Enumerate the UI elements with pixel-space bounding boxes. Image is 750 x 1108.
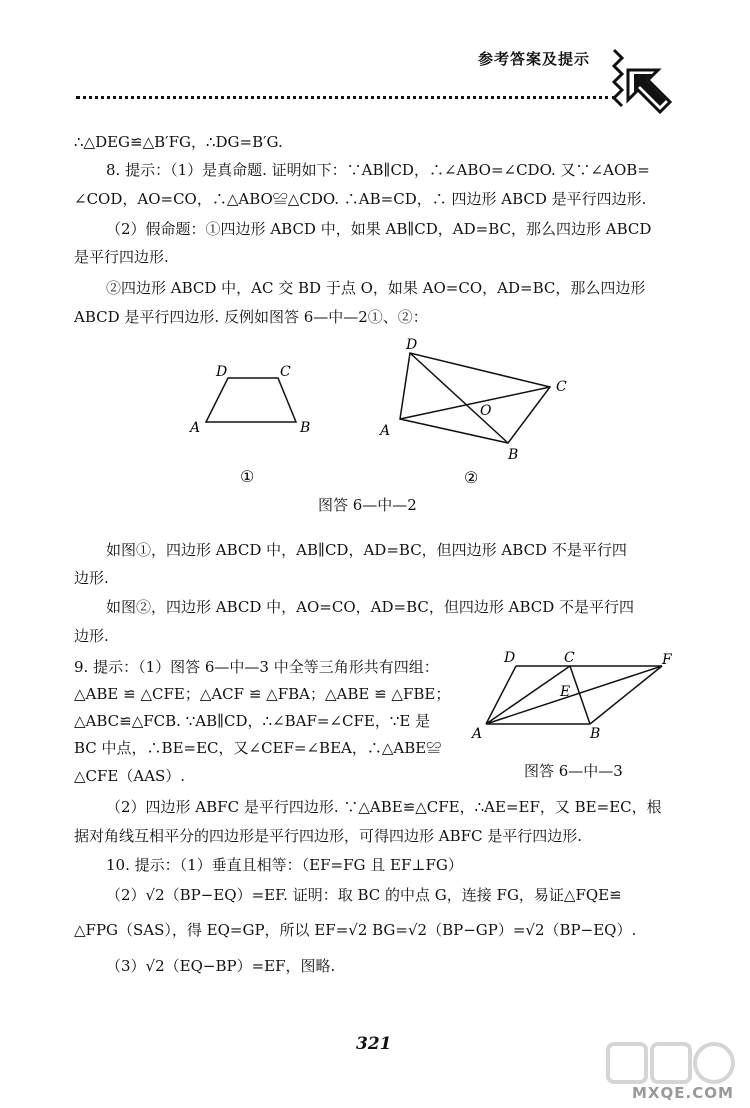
fig3-label-e: E — [560, 684, 571, 700]
fig1-label-d: D — [216, 364, 228, 380]
text-line: 8. 提示：（1）是真命题. 证明如下：∵AB∥CD，∴∠ABO=∠CDO. 又∵∠AOB= — [106, 161, 650, 179]
text-line: ABCD 是平行四边形. 反例如图答 6—中—2①、②： — [74, 308, 428, 326]
text-line: ②四边形 ABCD 中，AC 交 BD 于点 O，如果 AO=CO，AD=BC，那么四边形 — [106, 279, 646, 297]
figure-parallelogram — [466, 646, 686, 746]
fig3-label-c: C — [564, 650, 575, 666]
text-line: （2）四边形 ABFC 是平行四边形. ∵△ABE≌△CFE，∴AE=EF，又 BE=EC，根 — [106, 798, 662, 816]
fig2-marker: ② — [464, 468, 479, 487]
figure-trapezoid — [180, 350, 330, 500]
fig3-label-d: D — [504, 650, 516, 666]
fig2-label-c: C — [556, 379, 567, 395]
text-line: （2）√2（BP−EQ）=EF. 证明：取 BC 的中点 G，连接 FG，易证△FQE≌ — [106, 886, 622, 904]
text-line: 据对角线互相平分的四边形是平行四边形，可得四边形 ABFC 是平行四边形. — [74, 827, 583, 845]
fig2-label-b: B — [508, 447, 519, 463]
text-line: △FPG（SAS），得 EQ=GP，所以 EF=√2 BG=√2（BP−GP）=√2（BP−EQ）. — [74, 921, 637, 939]
header-dotted-rule — [76, 96, 616, 99]
running-header-title: 参考答案及提示 — [478, 50, 591, 68]
figure-quadrilateral-diagonals — [370, 335, 580, 495]
fig3-label-b: B — [590, 726, 601, 742]
fig2-label-o: O — [480, 403, 492, 419]
text-line: △ABE ≌ △CFE；△ACF ≌ △FBA；△ABE ≌ △FBE； — [74, 685, 451, 703]
fig2-label-a: A — [380, 423, 391, 439]
fig3-label-f: F — [662, 652, 672, 668]
fig1-label-a: A — [190, 420, 201, 436]
text-line: （3）√2（EQ−BP）=EF，图略. — [106, 957, 336, 975]
watermark-text: MXQE.COM — [632, 1084, 734, 1102]
text-line: 边形. — [74, 569, 109, 587]
text-line: ∴△DEG≌△B′FG，∴DG=B′G. — [74, 133, 283, 151]
text-line: △CFE（AAS）. — [74, 767, 186, 785]
page-number: 321 — [356, 1034, 392, 1054]
text-line: 是平行四边形. — [74, 248, 169, 266]
figure-caption: 图答 6—中—2 — [318, 496, 417, 514]
text-line: ∠COD，AO=CO，∴△ABO≌△CDO. ∴AB=CD，∴ 四边形 ABCD 是平行四边形. — [74, 190, 647, 208]
fig1-marker: ① — [240, 467, 255, 486]
figure-caption: 图答 6—中—3 — [524, 762, 623, 780]
text-line: 如图①，四边形 ABCD 中，AB∥CD，AD=BC，但四边形 ABCD 不是平行四 — [106, 541, 627, 559]
fig3-label-a: A — [472, 726, 483, 742]
text-line: 如图②，四边形 ABCD 中，AO=CO，AD=BC，但四边形 ABCD 不是平行四 — [106, 598, 635, 616]
watermark-logo-icon — [606, 1040, 736, 1090]
text-line: △ABC≌△FCB. ∵AB∥CD，∴∠BAF=∠CFE，∵E 是 — [74, 712, 431, 730]
text-line: 9. 提示：（1）图答 6—中—3 中全等三角形共有四组： — [74, 658, 439, 676]
fig1-label-b: B — [300, 420, 311, 436]
text-line: 边形. — [74, 627, 109, 645]
text-line: 10. 提示：（1）垂直且相等：（EF=FG 且 EF⊥FG） — [106, 856, 463, 874]
arrow-icon — [608, 40, 672, 120]
fig2-label-d: D — [406, 337, 418, 353]
fig1-label-c: C — [280, 364, 291, 380]
text-line: BC 中点，∴BE=EC，又∠CEF=∠BEA，∴△ABE≌ — [74, 739, 442, 757]
text-line: （2）假命题：①四边形 ABCD 中，如果 AB∥CD，AD=BC，那么四边形 ABCD — [106, 220, 652, 238]
